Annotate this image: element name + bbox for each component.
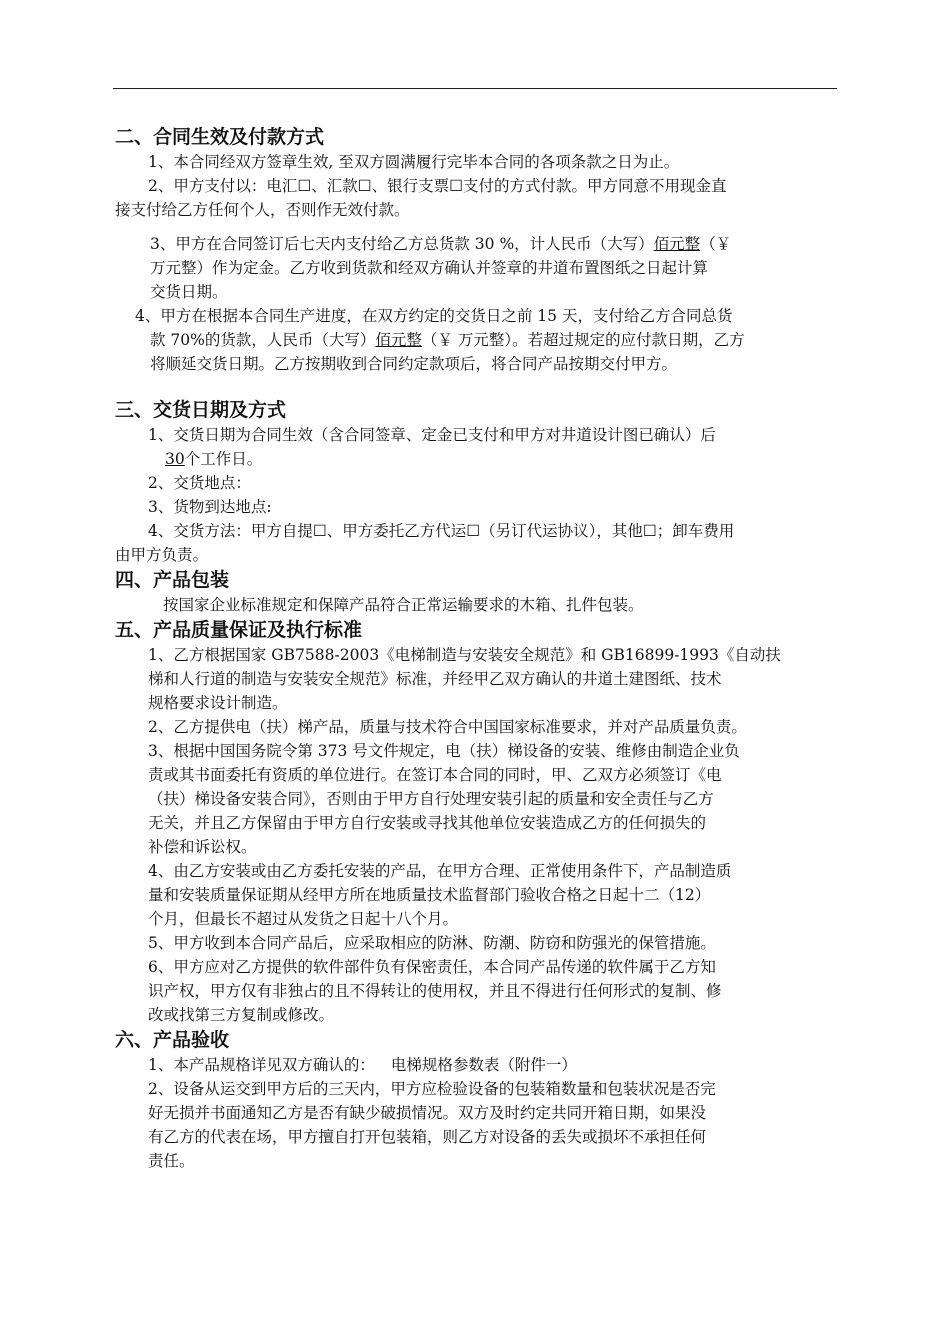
- s2-clause-2-line-1: 2、甲方支付以：电汇☐、汇款☐、银行支票☐支付的方式付款。甲方同意不用现金直: [148, 177, 727, 195]
- s2-clause-3-amount: 佰元整: [653, 235, 701, 253]
- s5-line-7: （扶）梯设备安装合同》，否则由于甲方自行处理安装引起的质量和安全责任与乙方: [148, 790, 714, 808]
- section-title-5: 五、产品质量保证及执行标准: [115, 619, 363, 641]
- s3-clause-3: 3、货物到达地点:: [148, 498, 272, 516]
- s5-line-8: 无关，并且乙方保留由于甲方自行安装或寻找其他单位安装造成乙方的任何损失的: [148, 814, 707, 832]
- s2-clause-4-line-1: 4、甲方在根据本合同生产进度，在双方约定的交货日之前 15 天，支付给乙方合同总货: [135, 307, 733, 325]
- s3-delivery-days-text: 个工作日。: [184, 450, 263, 468]
- section-title-3: 三、交货日期及方式: [115, 399, 287, 421]
- s5-line-4: 2、乙方提供电（扶）梯产品，质量与技术符合中国国家标准要求，并对产品质量负责。: [148, 718, 747, 736]
- s5-line-15: 识产权，甲方仅有非独占的且不得转让的使用权，并且不得进行任何形式的复制、修: [148, 982, 722, 1000]
- s5-line-14: 6、甲方应对乙方提供的软件部件负有保密责任，本合同产品传递的软件属于乙方知: [148, 958, 716, 976]
- section-title-4: 四、产品包装: [115, 569, 230, 591]
- s2-clause-3-line-3: 交货日期。: [150, 283, 228, 301]
- s5-line-1: 1、乙方根据国家 GB7588-2003《电梯制造与安装安全规范》和 GB16899-1993《自动扶: [148, 646, 781, 664]
- s6-line-4: 有乙方的代表在场，甲方擅自打开包装箱，则乙方对设备的丢失或损坏不承担任何: [148, 1128, 707, 1146]
- s2-clause-4-amount: 佰元整: [375, 331, 422, 349]
- header-rule: [113, 88, 837, 89]
- s6-line-2: 2、设备从运交到甲方后的三天内，甲方应检验设备的包装箱数量和包装状况是否完: [148, 1080, 716, 1098]
- s5-line-6: 责或其书面委托有资质的单位进行。在签订本合同的同时，甲、乙双方必须签订《电: [148, 766, 722, 784]
- s3-clause-1-line-2: [115, 447, 837, 471]
- s6-line-1: [115, 1053, 837, 1077]
- s2-clause-4-line-2: [115, 328, 837, 352]
- s3-clause-4-line-1: 4、交货方法：甲方自提☐、甲方委托乙方代运☐（另订代运协议），其他☐；卸车费用: [148, 522, 735, 540]
- s5-line-16: 改或找第三方复制或修改。: [148, 1006, 335, 1024]
- s6-line-5: 责任。: [148, 1152, 195, 1170]
- s2-clause-3-line-2: 万元整）作为定金。乙方收到货款和经双方确认并签章的井道布置图纸之日起计算: [150, 259, 709, 277]
- s2-clause-4-rest: （￥ 万元整）。若超过规定的应付款日期，乙方: [421, 331, 745, 349]
- s6-clause-1-ref: 电梯规格参数表（附件一）: [390, 1056, 577, 1074]
- s5-line-13: 5、甲方收到本合同产品后，应采取相应的防淋、防潮、防窃和防强光的保管措施。: [148, 934, 716, 952]
- s5-line-5: 3、根据中国国务院令第 373 号文件规定，电（扶）梯设备的安装、维修由制造企业负: [148, 742, 740, 760]
- s2-clause-3-text: 3、甲方在合同签订后七天内支付给乙方总货款 30 %，计人民币（大写）: [150, 235, 654, 253]
- s6-clause-1-text: 1、本产品规格详见双方确认的：: [148, 1056, 375, 1074]
- s3-delivery-days: 30: [165, 450, 185, 468]
- section-title-2: 二、合同生效及付款方式: [115, 126, 325, 148]
- s5-line-2: 梯和人行道的制造与安装安全规范》标准，并经甲乙双方确认的井道土建图纸、技术: [148, 670, 722, 688]
- s2-clause-3-line-1: [115, 232, 837, 256]
- s5-line-12: 个月，但最长不超过从发货之日起十八个月。: [148, 910, 459, 928]
- s5-line-10: 4、由乙方安装或由乙方委托安装的产品，在甲方合理、正常使用条件下，产品制造质: [148, 862, 732, 880]
- s2-clause-1: 1、本合同经双方签章生效, 至双方圆满履行完毕本合同的各项条款之日为止。: [148, 153, 680, 171]
- s3-clause-1-line-1: 1、交货日期为合同生效（含合同签章、定金已支付和甲方对井道设计图已确认）后: [148, 426, 716, 444]
- s6-line-3: 好无损并书面通知乙方是否有缺少破损情况。双方及时约定共同开箱日期，如果没: [148, 1104, 707, 1122]
- s3-clause-2: 2、交货地点：: [148, 474, 251, 492]
- contract-page: [115, 118, 837, 1173]
- s2-clause-2-line-2: 接支付给乙方任何个人，否则作无效付款。: [115, 201, 410, 219]
- s5-line-3: 规格要求设计制造。: [148, 694, 288, 712]
- s2-clause-4-text: 款 70%的货款，人民币（大写）: [150, 331, 376, 349]
- s2-clause-4-line-3: 将顺延交货日期。乙方按期收到合同约定款项后，将合同产品按期交付甲方。: [150, 355, 678, 373]
- s5-line-9: 补偿和诉讼权。: [148, 838, 257, 856]
- s4-clause-1: 按国家企业标准规定和保障产品符合正常运输要求的木箱、扎件包装。: [163, 596, 644, 614]
- s3-clause-4-line-2: 由甲方负责。: [115, 546, 209, 564]
- s5-line-11: 量和安装质量保证期从经甲方所在地质量技术监督部门验收合格之日起十二（12）: [148, 886, 711, 904]
- section-title-6: 六、产品验收: [115, 1029, 230, 1051]
- s2-clause-3-yuan: （￥: [700, 235, 732, 253]
